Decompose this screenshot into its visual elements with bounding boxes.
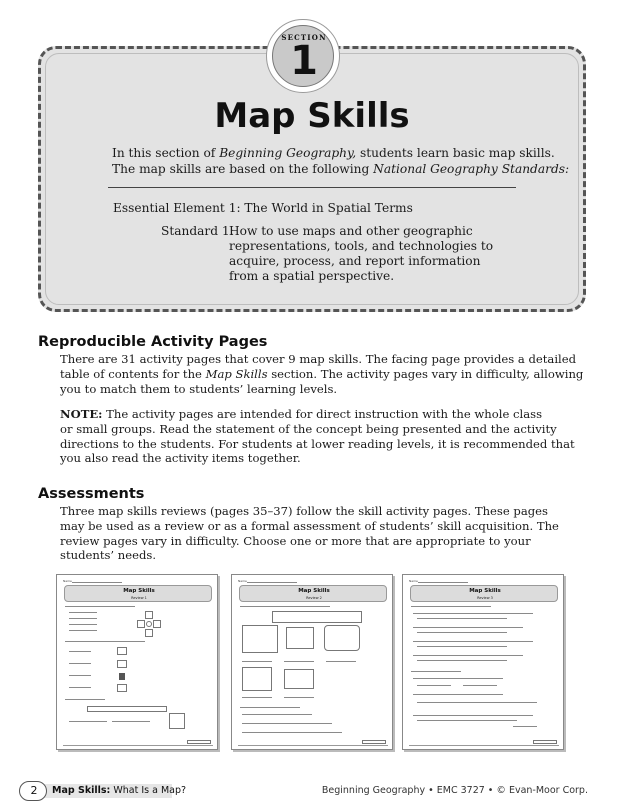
standard-line: acquire, process, and report information [229,254,481,268]
section-badge-number: 1 [290,38,318,84]
reproducible-heading: Reproducible Activity Pages [38,334,268,350]
standard-line: from a spatial perspective. [229,269,395,283]
thumb-header [239,585,387,602]
thumb-subtitle: Review 2 [306,596,322,600]
section-badge [266,19,340,93]
paragraph-line: you to match them to students’ learning levels. [60,381,338,396]
section-intro [112,145,570,177]
thumb-subtitle: Review 3 [477,596,493,600]
page-number: 2 [30,784,38,797]
standard-line: How to use maps and other geographic [229,224,473,238]
thumb-header [410,585,558,602]
thumb-title: Map Skills [298,588,330,594]
thumb-header [64,585,212,602]
thumb-title: Map Skills [469,588,501,594]
assessments-paragraph [60,504,600,563]
essential-element: Essential Element 1: The World in Spatial Terms [113,201,413,215]
paragraph-line: Three map skills reviews (pages 35–37) follow the skill activity pages. These pages [60,504,548,518]
paragraph-line: you also read the activity items together. [60,451,301,466]
review-thumbnail-3 [402,574,564,750]
thumb-name-label: Name [63,579,72,583]
thumb-name-label: Name [238,579,247,583]
note-paragraph [60,407,600,466]
footer-publisher: Beginning Geography • EMC 3727 • © Evan-Moor Corp. [321,785,588,796]
section-title: Map Skills [214,96,410,136]
page-number-badge [19,781,47,801]
paragraph-line: students’ needs. [60,548,157,563]
paragraph-line: directions to the students. For students at lower reading levels, it is recommended that [60,436,575,451]
footer-section-label: Map Skills: What Is a Map? [52,785,187,796]
standard-line: representations, tools, and technologies to [229,239,494,253]
paragraph-line: or small groups. Read the statement of the concept being presented and the activity [60,421,557,436]
page-footer [0,770,624,810]
reproducible-paragraph [60,352,600,396]
section-badge-inner [272,25,334,87]
standard-text [229,224,519,284]
section-divider [108,187,516,188]
note-label: NOTE: [60,407,103,421]
paragraph-line: may be used as a review or as a formal assessment of students’ skill acquisition. The [60,518,559,533]
standard-label: Standard 1: [161,224,234,238]
thumb-name-label: Name [409,579,418,583]
thumb-title: Map Skills [123,588,155,594]
paragraph-line: table of contents for the Map Skills section. The activity pages vary in difficulty, allowing [60,366,584,381]
assessments-heading: Assessments [38,486,145,502]
paragraph-line: review pages vary in difficulty. Choose one or more that are appropriate to your [60,533,531,548]
intro-line-2: The map skills are based on the following National Geography Standards: [112,162,570,176]
review-thumbnail-2 [231,574,393,750]
paragraph-line: There are 31 activity pages that cover 9 map skills. The facing page provides a detailed [60,352,577,366]
thumb-subtitle: Review 1 [131,596,147,600]
section-badge-label: SECTION [281,33,327,42]
review-thumbnail-1 [56,574,218,750]
intro-line-1: In this section of Beginning Geography, students learn basic map skills. [112,146,555,160]
paragraph-line: NOTE: The activity pages are intended for direct instruction with the whole class [60,407,543,421]
